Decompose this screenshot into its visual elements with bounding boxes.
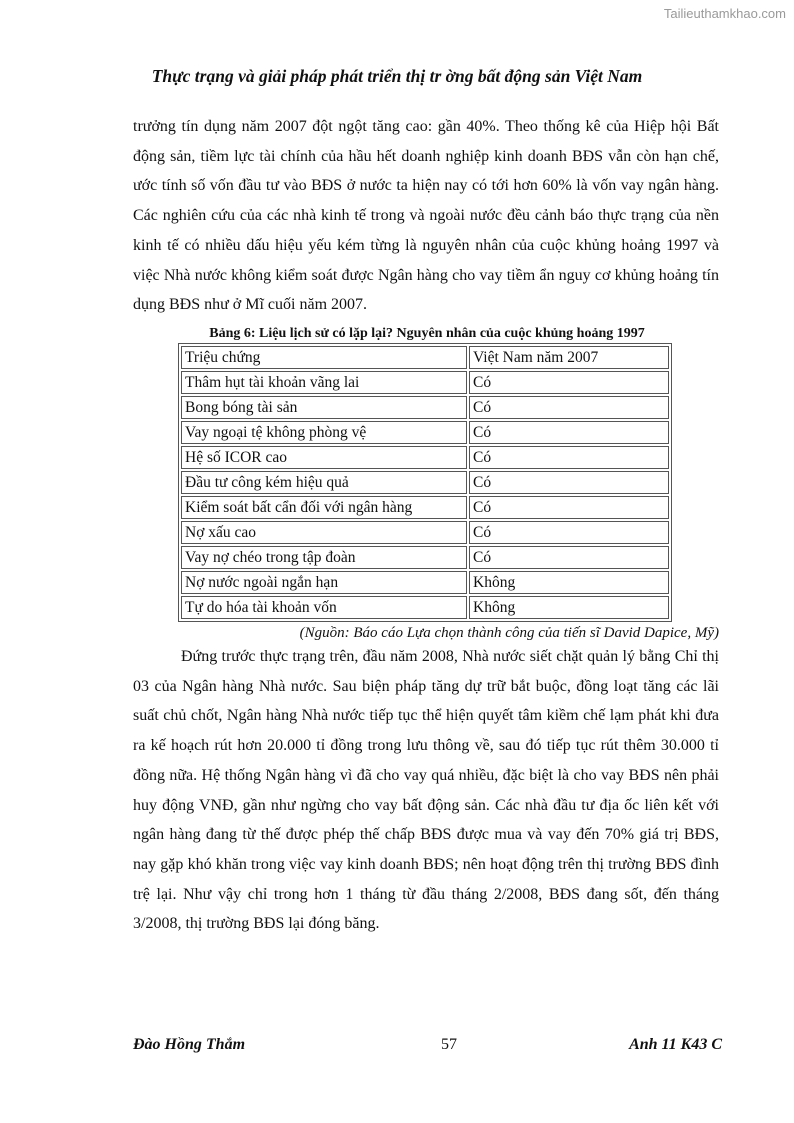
- page-number: 57: [441, 1036, 457, 1053]
- value-cell: Có: [469, 421, 669, 444]
- symptom-cell: Thâm hụt tài khoản vãng lai: [181, 371, 467, 394]
- value-cell: Có: [469, 396, 669, 419]
- table-row: [181, 396, 669, 419]
- symptom-cell: Bong bóng tài sản: [181, 396, 467, 419]
- value-cell: Có: [469, 521, 669, 544]
- table-row: [181, 521, 669, 544]
- table-row: [181, 371, 669, 394]
- symptom-cell: Tự do hóa tài khoản vốn: [181, 596, 467, 619]
- column-header-symptom: Triệu chứng: [181, 346, 467, 369]
- symptom-cell: Nợ nước ngoài ngắn hạn: [181, 571, 467, 594]
- table-row: [181, 496, 669, 519]
- footer-class: Anh 11 K43 C: [629, 1036, 722, 1053]
- value-cell: Có: [469, 546, 669, 569]
- table-caption: Bảng 6: Liệu lịch sử có lặp lại? Nguyên nhân của cuộc khủng hoảng 1997: [209, 326, 645, 341]
- watermark: Tailieuthamkhao.com: [663, 6, 786, 21]
- table-row: [181, 471, 669, 494]
- table-header-row: [181, 346, 669, 369]
- value-cell: Có: [469, 371, 669, 394]
- table-row: [181, 421, 669, 444]
- value-cell: Không: [469, 571, 669, 594]
- paragraph-1: trưởng tín dụng năm 2007 đột ngột tăng cao: gần 40%. Theo thống kê của Hiệp hội Bất động sản, tiềm lực tài chính của hầu hết doanh nghiệp kinh doanh BĐS vẫn còn hạn chế, ước tính số vốn đầu tư vào BĐS ở nước ta hiện nay có tới hơn 60% là vốn vay ngân hàng. Các nghiên cứu của các nhà kinh tế trong và ngoài nước đều cảnh báo thực trạng của nền kinh tế có nhiều dấu hiệu yếu kém từng là nguyên nhân của cuộc khủng hoảng 1997 và việc Nhà nước không kiểm soát được Ngân hàng cho vay tiềm ẩn nguy cơ khủng hoảng tín dụng BĐS như ở Mĩ cuối năm 2007.: [133, 118, 719, 314]
- table-row: [181, 546, 669, 569]
- table-row: [181, 596, 669, 619]
- value-cell: Có: [469, 446, 669, 469]
- footer-author: Đào Hồng Thắm: [133, 1036, 246, 1053]
- symptom-cell: Kiểm soát bất cẩn đối với ngân hàng: [181, 496, 467, 519]
- column-header-vietnam-2007: Việt Nam năm 2007: [469, 346, 669, 369]
- table-source-note: (Nguồn: Báo cáo Lựa chọn thành công của tiến sĩ David Dapice, Mỹ): [299, 625, 719, 641]
- value-cell: Không: [469, 596, 669, 619]
- symptom-cell: Đầu tư công kém hiệu quả: [181, 471, 467, 494]
- paragraph-2: Đứng trước thực trạng trên, đầu năm 2008, Nhà nước siết chặt quản lý bằng Chỉ thị 03 của Ngân hàng Nhà nước. Sau biện pháp tăng dự trữ bắt buộc, đồng loạt tăng các lãi suất chủ chốt, Ngân hàng Nhà nước tiếp tục thể hiện quyết tâm kiềm chế lạm phát khi đưa ra kế hoạch rút hơn 20.000 tỉ đồng trong lưu thông về, sau đó tiếp tục rút thêm 30.000 tỉ đồng nữa. Hệ thống Ngân hàng vì đã cho vay quá nhiều, đặc biệt là cho vay BĐS nên phải huy động VNĐ, gần như ngừng cho vay bất động sản. Các nhà đầu tư địa ốc liên kết với ngân hàng đang từ thế được phép thế chấp BĐS được mua và vay đến 70% giá trị BĐS, nay gặp khó khăn trong việc vay kinh doanh BĐS; nên hoạt động trên thị trường BĐS đình trệ lại. Như vậy chỉ trong hơn 1 tháng từ đầu tháng 2/2008, BĐS đang sốt, đến tháng 3/2008, thị trường BĐS lại đóng băng.: [133, 648, 719, 933]
- table-row: [181, 571, 669, 594]
- symptom-cell: Nợ xấu cao: [181, 521, 467, 544]
- symptom-cell: Vay nợ chéo trong tập đoàn: [181, 546, 467, 569]
- symptom-cell: Hệ số ICOR cao: [181, 446, 467, 469]
- value-cell: Có: [469, 496, 669, 519]
- value-cell: Có: [469, 471, 669, 494]
- page-header-title: Thực trạng và giải pháp phát triển thị tr ờng bất động sản Việt Nam: [151, 66, 643, 86]
- symptom-cell: Vay ngoại tệ không phòng vệ: [181, 421, 467, 444]
- table-row: [181, 446, 669, 469]
- symptoms-table: [178, 343, 672, 622]
